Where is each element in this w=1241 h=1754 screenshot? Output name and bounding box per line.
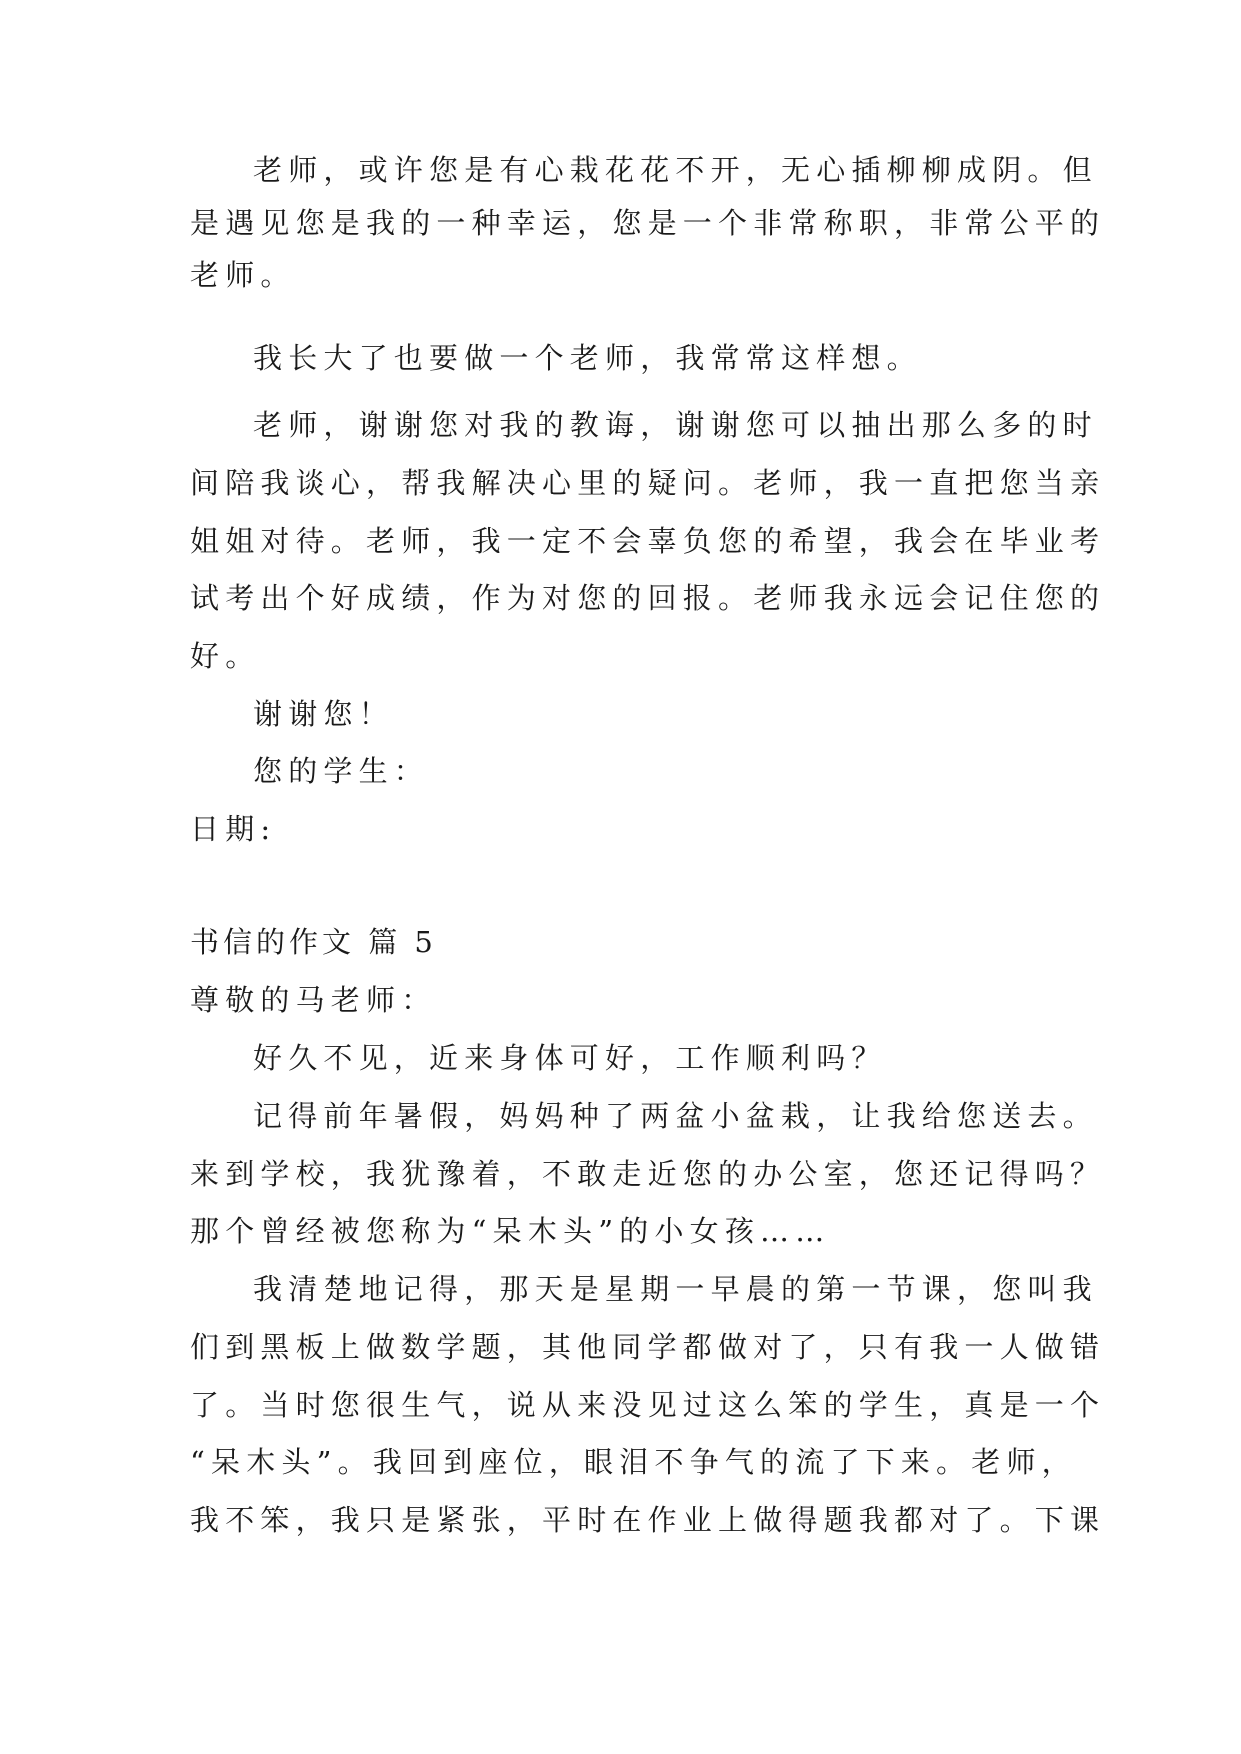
text-line: 们到黑板上做数学题，其他同学都做对了，只有我一人做错 <box>190 1330 1106 1364</box>
text-line: 我清楚地记得，那天是星期一早晨的第一节课，您叫我 <box>253 1272 1098 1306</box>
text-line: 我长大了也要做一个老师，我常常这样想。 <box>253 341 922 375</box>
text-line: 好久不见，近来身体可好，工作顺利吗？ <box>253 1041 887 1075</box>
text-line: 老师，谢谢您对我的教诲，谢谢您可以抽出那么多的时 <box>253 408 1098 442</box>
date-line: 日期: <box>190 812 277 846</box>
text-line: 记得前年暑假，妈妈种了两盆小盆栽，让我给您送去。 <box>253 1099 1098 1133</box>
text-line: 姐姐对待。老师，我一定不会辜负您的希望，我会在毕业考 <box>190 524 1106 558</box>
salutation-line: 尊敬的马老师： <box>190 983 437 1017</box>
text-line: “呆木头”。我回到座位，眼泪不争气的流了下来。老师， <box>190 1445 1077 1479</box>
text-line: 了。当时您很生气，说从来没见过这么笨的学生，真是一个 <box>190 1388 1106 1422</box>
text-line: 间陪我谈心，帮我解决心里的疑问。老师，我一直把您当亲 <box>190 466 1106 500</box>
text-line: 好。 <box>190 639 261 673</box>
text-line: 老师，或许您是有心栽花花不开，无心插柳柳成阴。但 <box>253 153 1098 187</box>
text-line: 老师。 <box>190 258 296 292</box>
text-line: 是遇见您是我的一种幸运，您是一个非常称职，非常公平的 <box>190 206 1106 240</box>
section-title: 书信的作文 篇 5 <box>190 925 437 959</box>
text-line: 我不笨，我只是紧张，平时在作业上做得题我都对了。下课 <box>190 1503 1106 1537</box>
thanks-line: 谢谢您！ <box>253 697 394 731</box>
signature-line: 您的学生： <box>253 754 430 788</box>
text-line: 试考出个好成绩，作为对您的回报。老师我永远会记住您的 <box>190 581 1106 615</box>
text-line: 那个曾经被您称为“呆木头”的小女孩…… <box>190 1214 831 1248</box>
text-line: 来到学校，我犹豫着，不敢走近您的办公室，您还记得吗？ <box>190 1157 1106 1191</box>
